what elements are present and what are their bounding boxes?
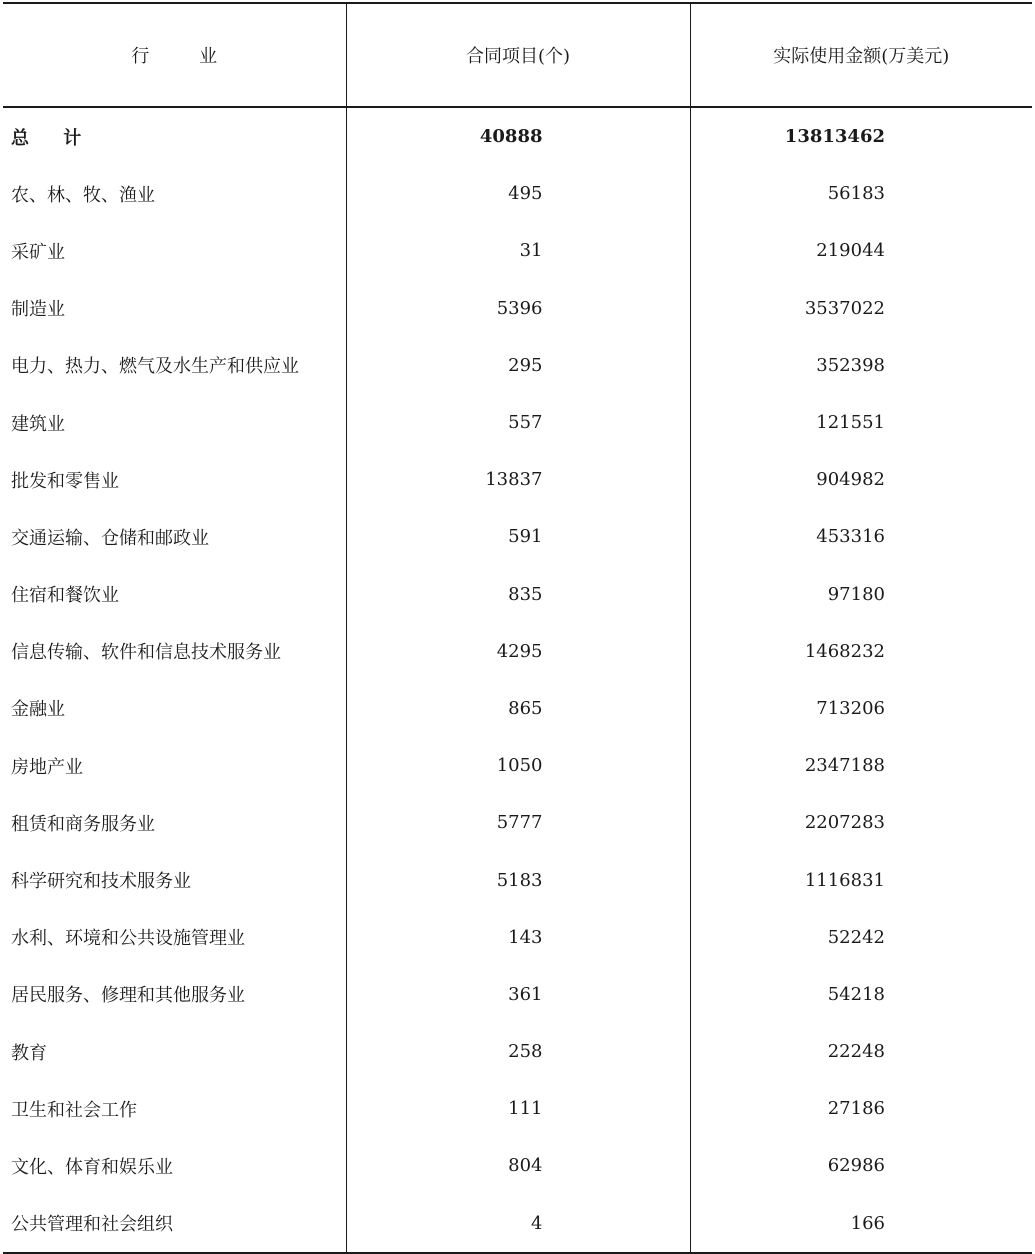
project-count: 295: [346, 337, 690, 394]
industry-name: 建筑业: [11, 413, 65, 435]
amount-value: 97180: [690, 566, 1032, 623]
header-row: [3, 3, 1032, 107]
amount-value: 219044: [690, 222, 1032, 279]
project-count: 5396: [346, 280, 690, 337]
amount-value: 166: [690, 1195, 1032, 1253]
industry-name: 批发和零售业: [11, 470, 119, 492]
table-row: [3, 337, 1032, 394]
project-count: 4295: [346, 623, 690, 680]
amount-value: 1468232: [690, 623, 1032, 680]
total-amount: 13813462: [690, 107, 1032, 165]
industry-name: 信息传输、软件和信息技术服务业: [11, 642, 281, 664]
table-row: [3, 451, 1032, 508]
project-count: 4: [346, 1195, 690, 1253]
industry-name: 公共管理和社会组织: [3, 1195, 346, 1253]
amount-value: 121551: [690, 394, 1032, 451]
project-count: 31: [346, 222, 690, 279]
table-row: [3, 222, 1032, 279]
industry-name: 科学研究和技术服务业: [11, 871, 191, 893]
industry-name: 金融业: [11, 699, 65, 721]
table-row: [3, 1137, 1032, 1194]
table-row: [3, 280, 1032, 337]
industry-name: 电力、热力、燃气及水生产和供应业: [11, 356, 299, 378]
table-row: [3, 680, 1032, 737]
table-row: [3, 1080, 1032, 1137]
table-row: [3, 851, 1032, 908]
header-projects: 合同项目(个): [346, 3, 690, 107]
amount-value: 904982: [690, 451, 1032, 508]
project-count: 111: [346, 1080, 690, 1137]
amount-value: 54218: [690, 966, 1032, 1023]
amount-value: 3537022: [690, 280, 1032, 337]
amount-value: 1116831: [690, 851, 1032, 908]
industry-name: 教育: [11, 1042, 47, 1064]
table-row: [3, 1195, 1032, 1253]
project-count: 1050: [346, 737, 690, 794]
total-projects: 40888: [346, 107, 690, 165]
industry-name: 交通运输、仓储和邮政业: [11, 527, 209, 549]
industry-name: 卫生和社会工作: [11, 1099, 137, 1121]
project-count: 5777: [346, 794, 690, 851]
project-count: 5183: [346, 851, 690, 908]
industry-name: 农、林、牧、渔业: [11, 184, 155, 206]
industry-name: 租赁和商务服务业: [11, 813, 155, 835]
industry-name: 居民服务、修理和其他服务业: [11, 985, 245, 1007]
table-header: [3, 3, 1032, 107]
table-row: [3, 566, 1032, 623]
table-row: [3, 737, 1032, 794]
project-count: 258: [346, 1023, 690, 1080]
table-row: [3, 623, 1032, 680]
amount-value: 52242: [690, 909, 1032, 966]
amount-value: 352398: [690, 337, 1032, 394]
table-body: [3, 107, 1032, 1253]
table-row: [3, 794, 1032, 851]
amount-value: 453316: [690, 508, 1032, 565]
table-row: [3, 966, 1032, 1023]
industry-name: 文化、体育和娱乐业: [11, 1156, 173, 1178]
industry-name: 制造业: [11, 299, 65, 321]
table-row: [3, 909, 1032, 966]
project-count: 361: [346, 966, 690, 1023]
amount-value: 62986: [690, 1137, 1032, 1194]
industry-investment-table: [3, 2, 1032, 1254]
amount-value: 22248: [690, 1023, 1032, 1080]
amount-value: 2207283: [690, 794, 1032, 851]
table-row: [3, 165, 1032, 222]
project-count: 591: [346, 508, 690, 565]
project-count: 865: [346, 680, 690, 737]
industry-name: 住宿和餐饮业: [11, 585, 119, 607]
project-count: 13837: [346, 451, 690, 508]
amount-value: 27186: [690, 1080, 1032, 1137]
project-count: 835: [346, 566, 690, 623]
industry-name: 房地产业: [11, 756, 83, 778]
industry-name: 水利、环境和公共设施管理业: [11, 928, 245, 950]
header-industry: 行 业: [3, 3, 346, 107]
table-row: [3, 508, 1032, 565]
amount-value: 713206: [690, 680, 1032, 737]
total-label: 总 计: [11, 127, 96, 149]
table-row: [3, 394, 1032, 451]
header-amount: 实际使用金额(万美元): [690, 3, 1032, 107]
project-count: 495: [346, 165, 690, 222]
table-row: [3, 1023, 1032, 1080]
industry-name: 采矿业: [11, 241, 65, 263]
project-count: 143: [346, 909, 690, 966]
total-row: [3, 107, 1032, 165]
project-count: 557: [346, 394, 690, 451]
amount-value: 2347188: [690, 737, 1032, 794]
project-count: 804: [346, 1137, 690, 1194]
amount-value: 56183: [690, 165, 1032, 222]
